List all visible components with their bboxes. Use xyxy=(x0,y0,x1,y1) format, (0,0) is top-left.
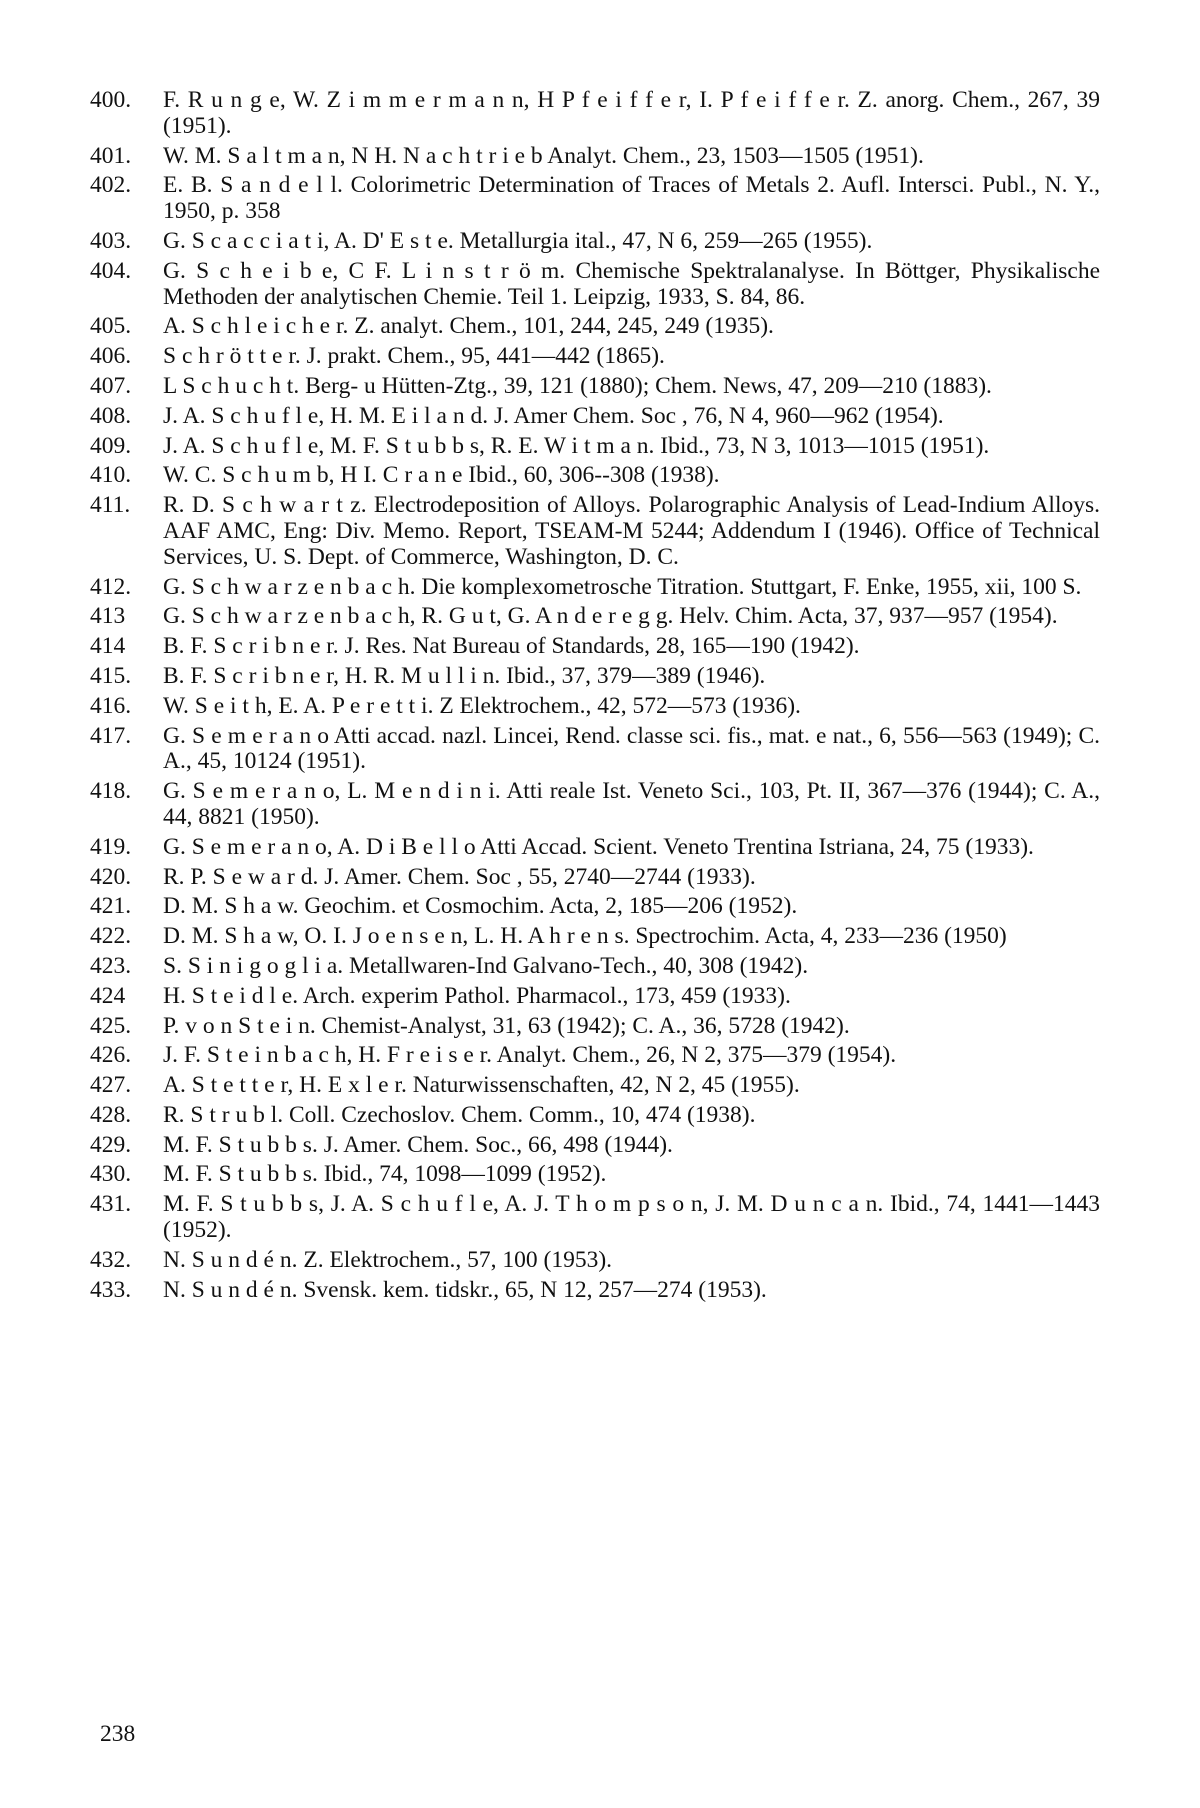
reference-text: W. M. S a l t m a n, N H. N a c h t r i e b Analyt. Chem., 23, 1503—1505 (1951). xyxy=(163,142,924,169)
reference-entry xyxy=(90,664,1100,690)
reference-text: R. S t r u b l. Coll. Czechoslov. Chem. Comm., 10, 474 (1938). xyxy=(163,1101,756,1128)
reference-entry xyxy=(90,1278,1100,1304)
reference-text: W. S e i t h, E. A. P e r e t t i. Z Elektrochem., 42, 572—573 (1936). xyxy=(163,692,801,719)
reference-entry xyxy=(90,1073,1100,1099)
reference-number: 428. xyxy=(90,1101,132,1128)
reference-number: 418. xyxy=(90,778,132,805)
reference-number: 421. xyxy=(90,893,132,920)
reference-entry xyxy=(90,835,1100,861)
reference-text: G. S c h e i b e, C F. L i n s t r ö m. Chemische Spektralanalyse. In Böttger, Physikalische Methoden der analytischen Chemie. Teil 1. Leipzig, 1933, S. 84, 86. xyxy=(163,257,1100,310)
reference-text: A. S t e t t e r, H. E x l e r. Naturwissenschaften, 42, N 2, 45 (1955). xyxy=(163,1072,800,1099)
reference-entry xyxy=(90,865,1100,891)
reference-entry xyxy=(90,173,1100,225)
reference-entry xyxy=(90,1043,1100,1069)
reference-entry xyxy=(90,229,1100,255)
reference-number: 425. xyxy=(90,1012,132,1039)
reference-entry xyxy=(90,144,1100,170)
reference-text: R. P. S e w a r d. J. Amer. Chem. Soc , 55, 2740—2744 (1933). xyxy=(163,863,756,890)
reference-entry xyxy=(90,88,1100,140)
reference-text: M. F. S t u b b s. Ibid., 74, 1098—1099 (1952). xyxy=(163,1161,607,1188)
reference-text: S. S i n i g o g l i a. Metallwaren-Ind Galvano-Tech., 40, 308 (1942). xyxy=(163,952,809,979)
reference-entry xyxy=(90,404,1100,430)
reference-entry xyxy=(90,924,1100,950)
reference-entry xyxy=(90,984,1100,1010)
reference-entry xyxy=(90,954,1100,980)
reference-text: P. v o n S t e i n. Chemist-Analyst, 31, 63 (1942); C. A., 36, 5728 (1942). xyxy=(163,1012,850,1039)
reference-number: 404. xyxy=(90,257,132,284)
reference-number: 416. xyxy=(90,692,132,719)
reference-entry xyxy=(90,434,1100,460)
reference-text: G. S e m e r a n o, A. D i B e l l o Atti Accad. Scient. Veneto Trentina Istriana, 24, 75 (1933). xyxy=(163,833,1034,860)
reference-text: G. S c h w a r z e n b a c h, R. G u t, G. A n d e r e g g. Helv. Chim. Acta, 37, 937—957 (1954). xyxy=(163,603,1058,630)
reference-entry xyxy=(90,259,1100,311)
reference-text: D. M. S h a w, O. I. J o e n s e n, L. H. A h r e n s. Spectrochim. Acta, 4, 233—236 (1950) xyxy=(163,923,1007,950)
reference-entry xyxy=(90,463,1100,489)
reference-number: 410. xyxy=(90,462,132,489)
reference-text: L S c h u c h t. Berg- u Hütten-Ztg., 39, 121 (1880); Chem. News, 47, 209—210 (1883). xyxy=(163,372,992,399)
reference-number: 402. xyxy=(90,172,132,199)
reference-text: W. C. S c h u m b, H I. C r a n e Ibid., 60, 306--308 (1938). xyxy=(163,462,720,489)
reference-text: G. S c h w a r z e n b a c h. Die komplexometrosche Titration. Stuttgart, F. Enke, 1955, xii, 100 S. xyxy=(163,573,1082,600)
reference-number: 401. xyxy=(90,142,132,169)
reference-number: 432. xyxy=(90,1246,132,1273)
reference-entry xyxy=(90,575,1100,601)
reference-text: M. F. S t u b b s, J. A. S c h u f l e, A. J. T h o m p s o n, J. M. D u n c a n. Ibid., 74, 1441—1443 (1952). xyxy=(163,1191,1100,1244)
reference-number: 411. xyxy=(90,492,131,519)
reference-entry xyxy=(90,1192,1100,1244)
reference-number: 400. xyxy=(90,87,132,113)
page-number: 238 xyxy=(100,1721,136,1747)
reference-text: N. S u n d é n. Svensk. kem. tidskr., 65, N 12, 257—274 (1953). xyxy=(163,1276,767,1303)
reference-text: B. F. S c r i b n e r. J. Res. Nat Bureau of Standards, 28, 165—190 (1942). xyxy=(163,633,860,660)
reference-number: 431. xyxy=(90,1191,132,1218)
reference-text: G. S c a c c i a t i, A. D' E s t e. Metallurgia ital., 47, N 6, 259—265 (1955). xyxy=(163,227,873,254)
reference-text: N. S u n d é n. Z. Elektrochem., 57, 100 (1953). xyxy=(163,1246,613,1273)
reference-text: J. A. S c h u f l e, M. F. S t u b b s, R. E. W i t m a n. Ibid., 73, N 3, 1013—1015 (1951). xyxy=(163,432,990,459)
reference-entry xyxy=(90,314,1100,340)
reference-text: M. F. S t u b b s. J. Amer. Chem. Soc., 66, 498 (1944). xyxy=(163,1131,673,1158)
reference-number: 407. xyxy=(90,372,132,399)
reference-entry xyxy=(90,374,1100,400)
reference-number: 417. xyxy=(90,722,132,749)
reference-number: 424 xyxy=(90,982,126,1009)
reference-entry xyxy=(90,1162,1100,1188)
reference-entry xyxy=(90,779,1100,831)
reference-entry xyxy=(90,1133,1100,1159)
reference-number: 420. xyxy=(90,863,132,890)
reference-number: 408. xyxy=(90,402,132,429)
reference-number: 422. xyxy=(90,923,132,950)
reference-entry xyxy=(90,1248,1100,1274)
reference-number: 409. xyxy=(90,432,132,459)
reference-number: 423. xyxy=(90,952,132,979)
reference-entry xyxy=(90,694,1100,720)
reference-number: 433. xyxy=(90,1276,132,1303)
reference-number: 427. xyxy=(90,1072,132,1099)
reference-list xyxy=(90,88,1100,1307)
reference-text: J. A. S c h u f l e, H. M. E i l a n d. J. Amer Chem. Soc , 76, N 4, 960—962 (1954). xyxy=(163,402,944,429)
reference-entry xyxy=(90,493,1100,570)
reference-number: 406. xyxy=(90,343,132,370)
reference-number: 429. xyxy=(90,1131,132,1158)
reference-number: 415. xyxy=(90,662,132,689)
reference-text: R. D. S c h w a r t z. Electrodeposition of Alloys. Polarographic Analysis of Lead-Indium Alloys. AAF AMC, Eng: Div. Memo. Report, TSEAM-M 5244; Addendum I (1946). Office of Technical Services, U. S. Dept. of Commerce, Washington, D. C. xyxy=(163,492,1100,570)
reference-entry xyxy=(90,894,1100,920)
reference-number: 403. xyxy=(90,227,132,254)
reference-text: A. S c h l e i c h e r. Z. analyt. Chem., 101, 244, 245, 249 (1935). xyxy=(163,313,774,340)
reference-number: 405. xyxy=(90,313,132,340)
reference-number: 419. xyxy=(90,833,132,860)
reference-entry xyxy=(90,604,1100,630)
reference-text: B. F. S c r i b n e r, H. R. M u l l i n. Ibid., 37, 379—389 (1946). xyxy=(163,662,766,689)
reference-text: D. M. S h a w. Geochim. et Cosmochim. Acta, 2, 185—206 (1952). xyxy=(163,893,798,920)
reference-number: 413 xyxy=(90,603,126,630)
reference-number: 412. xyxy=(90,573,132,600)
reference-text: H. S t e i d l e. Arch. experim Pathol. Pharmacol., 173, 459 (1933). xyxy=(163,982,791,1009)
reference-text: S c h r ö t t e r. J. prakt. Chem., 95, 441—442 (1865). xyxy=(163,343,665,370)
reference-number: 426. xyxy=(90,1042,132,1069)
reference-text: F. R u n g e, W. Z i m m e r m a n n, H P f e i f f e r, I. P f e i f f e r. Z. anorg. Chem., 267, 39 (1951). xyxy=(163,87,1100,139)
reference-number: 430. xyxy=(90,1161,132,1188)
reference-text: J. F. S t e i n b a c h, H. F r e i s e r. Analyt. Chem., 26, N 2, 375—379 (1954). xyxy=(163,1042,897,1069)
reference-entry xyxy=(90,634,1100,660)
reference-entry xyxy=(90,1103,1100,1129)
reference-text: E. B. S a n d e l l. Colorimetric Determination of Traces of Metals 2. Aufl. Intersci. Publ., N. Y., 1950, p. 358 xyxy=(163,172,1100,225)
reference-entry xyxy=(90,724,1100,776)
reference-entry xyxy=(90,344,1100,370)
reference-text: G. S e m e r a n o Atti accad. nazl. Lincei, Rend. classe sci. fis., mat. e nat., 6, 556—563 (1949); C. A., 45, 10124 (1951). xyxy=(163,722,1100,775)
reference-number: 414 xyxy=(90,633,126,660)
reference-text: G. S e m e r a n o, L. M e n d i n i. Atti reale Ist. Veneto Sci., 103, Pt. II, 367—376 (1944); C. A., 44, 8821 (1950). xyxy=(163,778,1100,830)
reference-entry xyxy=(90,1014,1100,1040)
